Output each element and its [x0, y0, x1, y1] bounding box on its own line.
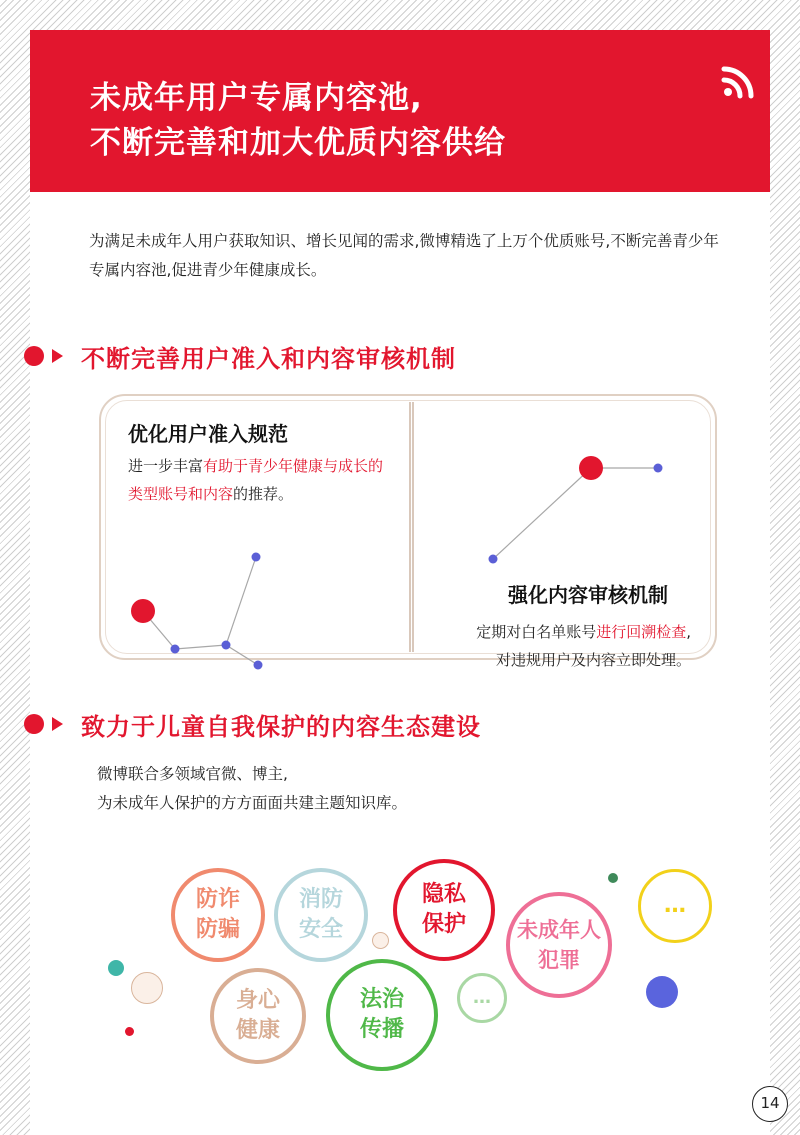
topic-bubble-privacy: 隐私 保护: [393, 859, 495, 961]
triangle-arrow-icon: [52, 717, 63, 731]
intro-paragraph: 为满足未成年人用户获取知识、增长见闻的需求,微博精选了上万个优质账号,不断完善青少年专属内容池,促进青少年健康成长。: [89, 232, 719, 279]
decor-dot: [125, 1027, 134, 1036]
triangle-arrow-icon: [52, 349, 63, 363]
topic-bubble-fire-safety: 消防 安全: [274, 868, 368, 962]
decor-dot: [108, 960, 124, 976]
decor-dot: [608, 873, 618, 883]
page-number: 14: [752, 1086, 788, 1122]
section-heading-2: [30, 707, 590, 741]
section2-paragraph: 微博联合多领域官微、博主, 为未成年人保护的方方面面共建主题知识库。: [97, 765, 408, 812]
section-title: 不断完善用户准入和内容审核机制: [81, 345, 456, 373]
topic-bubble-law: 法治 传播: [326, 959, 438, 1071]
topic-bubble-juvenile-crime: 未成年人 犯罪: [506, 892, 612, 998]
topic-bubble-more: …: [638, 869, 712, 943]
right-card-text: 定期对白名单账号进行回溯检查, 对违规用户及内容立即处理。: [476, 623, 691, 669]
page: [30, 30, 780, 1135]
topic-bubble-fraud: 防诈 防骗: [171, 868, 265, 962]
wifi-signal-icon: [710, 60, 756, 106]
decor-dot: [372, 932, 389, 949]
decor-dot: [131, 972, 163, 1004]
bullet-dot-icon: [24, 346, 44, 366]
left-card-text: 进一步丰富有助于青少年健康与成长的类型账号和内容的推荐。: [128, 457, 384, 503]
topic-bubble-health: 身心 健康: [210, 968, 306, 1064]
right-card-title: 强化内容审核机制: [508, 583, 668, 607]
section-title: 致力于儿童自我保护的内容生态建设: [81, 713, 481, 741]
header-banner: [30, 30, 770, 192]
page-title-line-1: 未成年用户专属内容池,: [90, 80, 423, 116]
page-title-line-2: 不断完善和加大优质内容供给: [90, 125, 506, 161]
topic-bubble-more-small: …: [457, 973, 507, 1023]
section-heading-1: [30, 339, 590, 373]
mechanism-card: [99, 394, 717, 669]
decor-dot: [646, 976, 678, 1008]
left-card-title: 优化用户准入规范: [128, 422, 288, 446]
bullet-dot-icon: [24, 714, 44, 734]
